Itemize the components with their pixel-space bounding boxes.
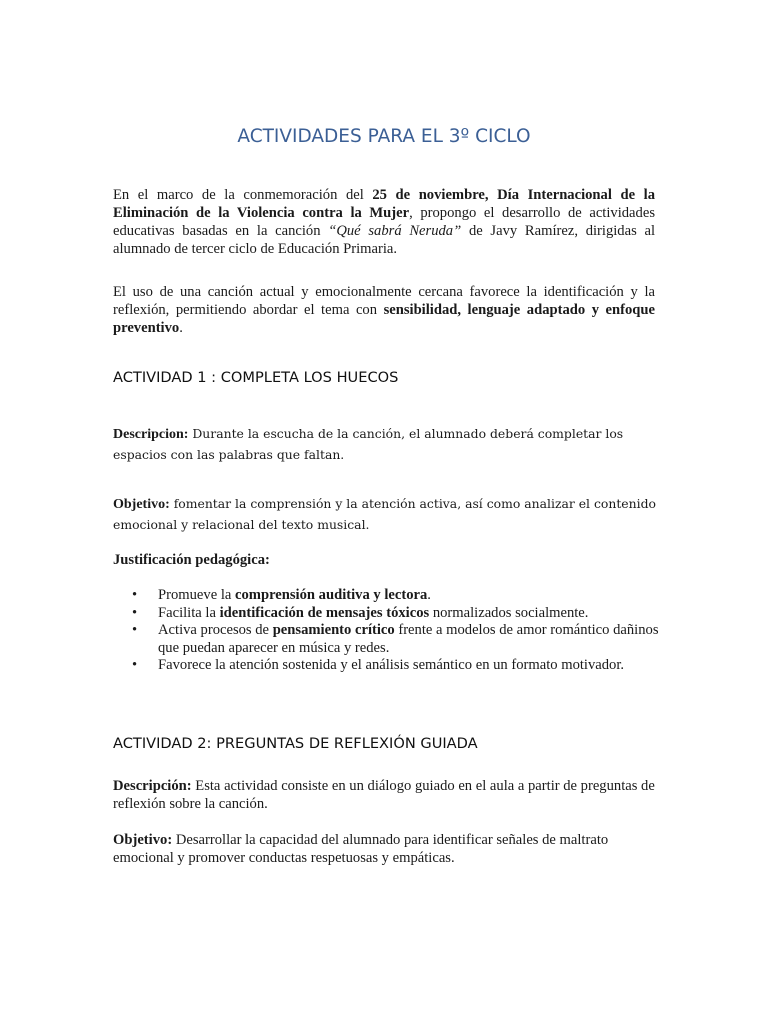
list-item-text: Activa procesos de (158, 622, 273, 638)
list-item-bold: comprensión auditiva y lectora (235, 587, 428, 603)
intro-paragraph-1 (113, 186, 655, 258)
list-item-text: frente a modelos de amor romántico dañinos que puedan aparecer en música y redes. (158, 622, 659, 656)
objective-text: Desarrollar la capacidad del alumnado para identificar señales de maltrato emocional y promover conductas respetuosas y empáticas. (113, 832, 609, 866)
intro-text: . (179, 320, 183, 336)
intro-text: En el marco de la conmemoración del (113, 187, 373, 203)
intro-text: , propongo el desarrollo de actividades educativas basadas en la canción (113, 205, 655, 239)
list-item-text: . (427, 587, 431, 603)
list-item (113, 622, 673, 657)
intro-text: El uso de una canción actual y emocionalmente cercana favorece la identificación y la reflexión, permitiendo abordar el tema con (113, 284, 655, 318)
bullet-icon: • (132, 604, 138, 621)
description-label: Descripcion: (113, 427, 189, 442)
list-item (113, 605, 673, 623)
activity-1-heading: ACTIVIDAD 1 : COMPLETA LOS HUECOS (113, 369, 399, 386)
list-item-text: normalizados socialmente. (429, 604, 589, 621)
activity-2-objective (113, 831, 633, 867)
bullet-icon: • (132, 657, 138, 673)
intro-bold-text: sensibilidad, lenguaje adaptado y enfoque preventivo (113, 302, 655, 336)
song-title: “Qué sabrá Neruda” (328, 223, 462, 239)
activity-2-heading: ACTIVIDAD 2: PREGUNTAS DE REFLEXIÓN GUIADA (113, 735, 478, 752)
objective-text: fomentar la comprensión y la atención activa, así como analizar el contenido emocional y relacional del texto musical. (113, 496, 656, 532)
list-item-bold: pensamiento crítico (272, 622, 395, 638)
intro-paragraph-2 (113, 283, 655, 337)
justification-heading: Justificación pedagógica: (113, 552, 270, 568)
intro-text: de Javy Ramírez, dirigidas al alumnado de tercer ciclo de Educación Primaria. (113, 223, 656, 257)
bullet-icon: • (132, 622, 138, 638)
description-text: Durante la escucha de la canción, el alumnado deberá completar los espacios con las palabras que faltan. (113, 426, 624, 462)
list-item (113, 657, 673, 675)
list-item-bold: identificación de mensajes tóxicos (219, 604, 430, 621)
intro-bold-date: 25 de noviembre, Día Internacional de la Eliminación de la Violencia contra la Mujer (113, 187, 655, 221)
justification-list (113, 587, 673, 675)
list-item-text: Promueve la (158, 587, 236, 603)
objective-label: Objetivo: (113, 832, 173, 848)
activity-1-objective (113, 494, 673, 535)
objective-label: Objetivo: (113, 497, 170, 512)
description-text: Esta actividad consiste en un diálogo guiado en el aula a partir de preguntas de reflexión sobre la canción. (113, 778, 655, 812)
activity-1-description (113, 424, 673, 465)
activity-2-description (113, 777, 661, 813)
bullet-icon: • (132, 587, 138, 603)
list-item-text: Facilita la (158, 604, 220, 621)
list-item (113, 587, 673, 605)
list-item-text: Favorece la atención sostenida y el análisis semántico en un formato motivador. (158, 657, 625, 673)
document-title: ACTIVIDADES PARA EL 3º CICLO (237, 126, 531, 147)
description-label: Descripción: (113, 778, 192, 794)
